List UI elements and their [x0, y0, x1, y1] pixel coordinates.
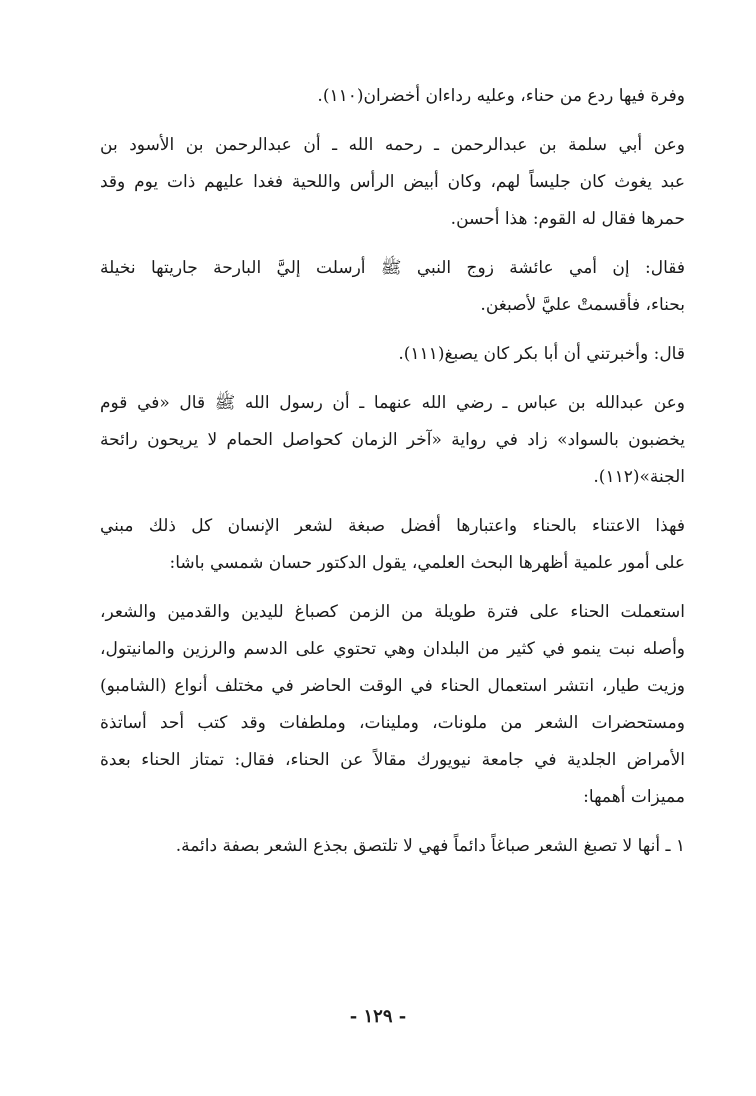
text-line: مميزات أهمها:: [583, 787, 685, 807]
paragraph-7-quote: [100, 594, 685, 816]
text-line: وزيت طيار، انتشر استعمال الحناء في الوقت الحاضر في مختلف أنواع (الشامبو): [100, 676, 685, 696]
text-line: فهذا الاعتناء بالحناء واعتبارها أفضل صبغة لشعر الإنسان كل ذلك مبني: [100, 516, 685, 536]
paragraph-8-list-item: [100, 828, 685, 865]
text-line: وأصله نبت ينمو في كثير من البلدان وهي تحتوي على الدسم والرزين والمانيتول،: [100, 639, 685, 659]
text-line: استعملت الحناء على فترة طويلة من الزمن كصباغ لليدين والقدمين والشعر،: [100, 602, 685, 622]
paragraph-2: [100, 127, 685, 238]
paragraph-3: [100, 250, 685, 324]
text-line: على أمور علمية أظهرها البحث العلمي، يقول الدكتور حسان شمسي باشا:: [169, 553, 685, 573]
paragraph-4: [100, 336, 685, 373]
text-line: الجنة»(١١٢).: [593, 467, 685, 487]
text-line: قال: وأخبرتني أن أبا بكر كان يصبغ(١١١).: [398, 344, 685, 364]
text-line: فقال: إن أمي عائشة زوج النبي ﷺ أرسلت إليَّ البارحة جاريتها نخيلة: [100, 258, 685, 278]
text-line: وعن أبي سلمة بن عبدالرحمن ـ رحمه الله ـ أن عبدالرحمن بن الأسود بن: [100, 135, 685, 155]
paragraph-1: [100, 78, 685, 115]
text-line: وفرة فيها ردع من حناء، وعليه رداءان أخضران(١١٠).: [317, 86, 685, 106]
text-line: يخضبون بالسواد» زاد في رواية «آخر الزمان كحواصل الحمام لا يريحون رائحة: [100, 430, 685, 450]
text-line: ١ ـ أنها لا تصبغ الشعر صباغاً دائماً فهي لا تلتصق بجذع الشعر بصفة دائمة.: [175, 836, 685, 856]
text-line: وعن عبدالله بن عباس ـ رضي الله عنهما ـ أن رسول الله ﷺ قال «في قوم: [100, 393, 685, 413]
text-line: ومستحضرات الشعر من ملونات، وملينات، وملطفات وقد كتب أحد أساتذة: [100, 713, 685, 733]
paragraph-5: [100, 385, 685, 496]
paragraph-6: [100, 508, 685, 582]
page-number: - ١٢٩ -: [349, 1006, 407, 1027]
page-body: [100, 78, 685, 877]
text-line: بحناء، فأقسمتْ عليَّ لأصبغن.: [480, 295, 685, 315]
text-line: عبد يغوث كان جليساً لهم، وكان أبيض الرأس واللحية فغدا عليهم ذات يوم وقد: [100, 172, 685, 192]
text-line: حمرها فقال له القوم: هذا أحسن.: [450, 209, 685, 229]
text-line: الأمراض الجلدية في جامعة نيويورك مقالاً عن الحناء، فقال: تمتاز الحناء بعدة: [100, 750, 685, 770]
